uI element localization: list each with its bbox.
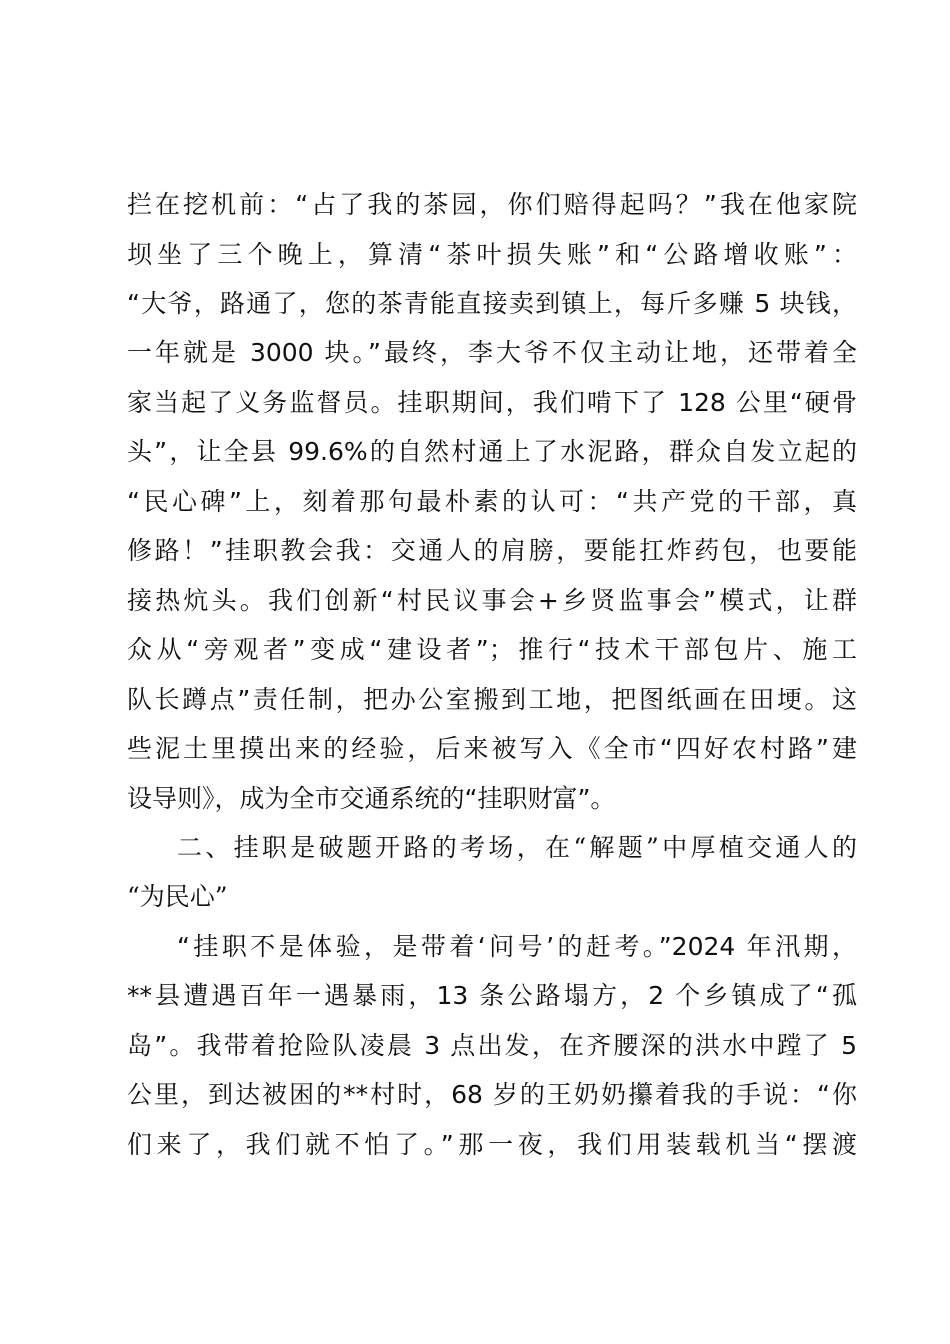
- paragraph-line: 家当起了义务监督员。挂职期间，我们啃下了 128 公里“硬骨: [127, 388, 857, 417]
- paragraph-line: 们来了，我们就不怕了。”那一夜，我们用装载机当“摆渡: [127, 1130, 857, 1159]
- paragraph-line: “挂职不是体验，是带着‘问号’的赶考。”2024 年汛期，: [177, 932, 857, 961]
- paragraph-line: 些泥土里摸出来的经验，后来被写入《全市“四好农村路”建: [127, 734, 857, 763]
- paragraph-line: 岛”。我带着抢险队凌晨 3 点出发，在齐腰深的洪水中蹚了 5: [127, 1031, 857, 1060]
- section-heading-line: “为民心”: [127, 882, 228, 911]
- section-heading-line: 二、挂职是破题开路的考场，在“解题”中厚植交通人的: [177, 833, 857, 862]
- paragraph-line: 设导则》，成为全市交通系统的“挂职财富”。: [127, 784, 616, 813]
- paragraph-line: “民心碑”上，刻着那句最朴素的认可：“共产党的干部，真: [127, 487, 857, 516]
- paragraph-line: 一年就是 3000 块。”最终，李大爷不仅主动让地，还带着全: [127, 338, 857, 367]
- paragraph-line: 头”，让全县 99.6%的自然村通上了水泥路，群众自发立起的: [127, 437, 857, 466]
- paragraph-line: 公里，到达被困的**村时，68 岁的王奶奶攥着我的手说：“你: [127, 1080, 857, 1109]
- paragraph-line: 接热炕头。我们创新“村民议事会+乡贤监事会”模式，让群: [127, 586, 857, 615]
- paragraph-line: 众从“旁观者”变成“建设者”；推行“技术干部包片、施工: [127, 635, 857, 664]
- paragraph-line: 坝坐了三个晚上，算清“茶叶损失账”和“公路增收账”：: [127, 240, 857, 269]
- paragraph-line: 拦在挖机前：“占了我的茶园，你们赔得起吗？”我在他家院: [127, 190, 857, 219]
- paragraph-line: “大爷，路通了，您的茶青能直接卖到镇上，每斤多赚 5 块钱，: [127, 289, 857, 318]
- paragraph-line: **县遭遇百年一遇暴雨，13 条公路塌方，2 个乡镇成了“孤: [127, 981, 857, 1010]
- paragraph-line: 修路！”挂职教会我：交通人的肩膀，要能扛炸药包，也要能: [127, 536, 857, 565]
- paragraph-line: 队长蹲点”责任制，把办公室搬到工地，把图纸画在田埂。这: [127, 685, 857, 714]
